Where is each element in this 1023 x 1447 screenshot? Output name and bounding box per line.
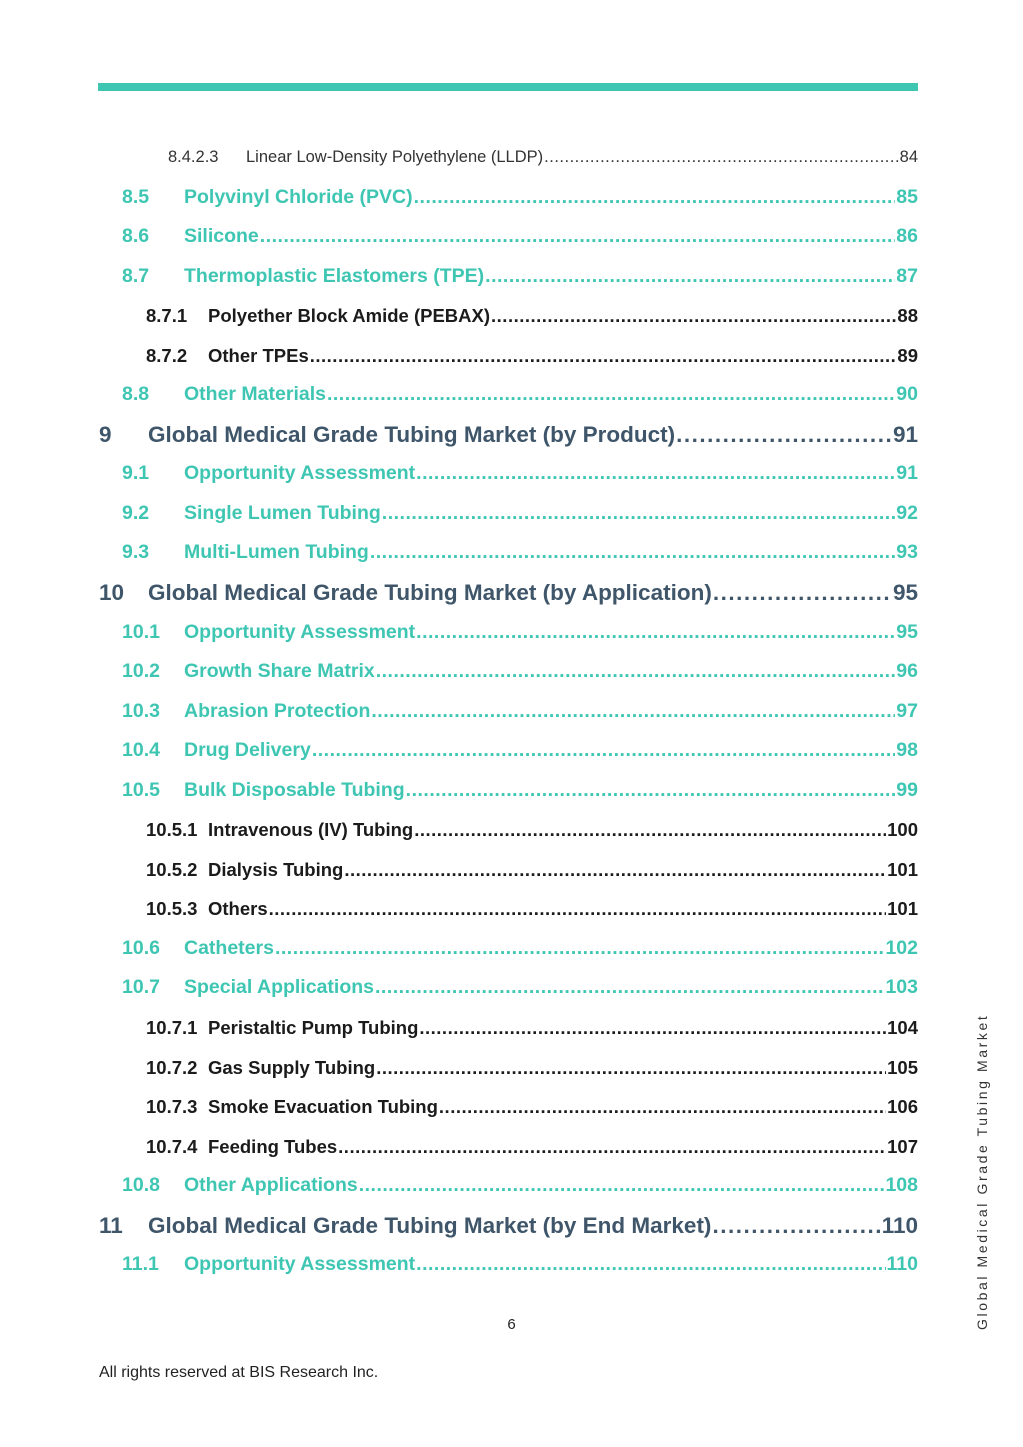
toc-entry-number: 10 xyxy=(99,580,125,606)
toc-entry-number: 11.1 xyxy=(122,1253,159,1276)
toc-entry-page[interactable]: 93 xyxy=(896,541,918,564)
toc-entry-number: 10.3 xyxy=(122,699,160,722)
toc-entry-title[interactable]: Single Lumen Tubing xyxy=(184,501,381,524)
toc-entry[interactable] xyxy=(98,1206,918,1246)
toc-entry-title[interactable]: Polyether Block Amide (PEBAX) xyxy=(208,305,491,327)
toc-entry-number: 10.5.3 xyxy=(146,898,198,920)
toc-entry-page[interactable]: 110 xyxy=(886,1253,918,1276)
toc-entry-page[interactable]: 92 xyxy=(896,501,918,524)
toc-dot-leader xyxy=(416,613,895,653)
toc-entry-number: 8.7.2 xyxy=(146,344,188,366)
toc-entry-page[interactable]: 107 xyxy=(887,1135,918,1157)
toc-entry-number: 8.4.2.3 xyxy=(168,148,219,166)
toc-entry-number: 10.5.2 xyxy=(146,858,198,880)
toc-entry[interactable] xyxy=(98,850,918,890)
toc-entry-number: 10.7.3 xyxy=(146,1096,198,1118)
toc-entry[interactable] xyxy=(98,454,918,494)
toc-entry[interactable] xyxy=(98,138,918,178)
toc-dot-leader xyxy=(371,692,895,732)
toc-entry-page[interactable]: 91 xyxy=(892,421,918,447)
toc-entry-title[interactable]: Catheters xyxy=(184,936,274,959)
toc-entry[interactable] xyxy=(98,336,918,376)
toc-entry-page[interactable]: 97 xyxy=(896,699,918,722)
toc-entry-title[interactable]: Other Materials xyxy=(184,383,326,406)
toc-entry-number: 10.7 xyxy=(122,976,160,999)
toc-entry-title[interactable]: Dialysis Tubing xyxy=(208,858,344,880)
toc-entry[interactable] xyxy=(98,573,918,613)
toc-entry-page[interactable]: 106 xyxy=(887,1096,918,1118)
toc-dot-leader xyxy=(491,296,896,336)
toc-entry-page[interactable]: 99 xyxy=(896,778,918,801)
toc-entry-number: 10.7.2 xyxy=(146,1056,198,1078)
toc-dot-leader xyxy=(713,573,892,613)
toc-entry-title[interactable]: Gas Supply Tubing xyxy=(208,1056,376,1078)
toc-entry-title[interactable]: Intravenous (IV) Tubing xyxy=(208,819,414,841)
toc-entry-title[interactable]: Smoke Evacuation Tubing xyxy=(208,1096,438,1118)
toc-dot-leader xyxy=(338,1127,886,1167)
toc-entry-number: 8.5 xyxy=(122,185,150,208)
page-number: 6 xyxy=(507,1316,516,1333)
toc-entry[interactable] xyxy=(98,810,918,850)
toc-entry-title[interactable]: Feeding Tubes xyxy=(208,1135,338,1157)
toc-entry-title[interactable]: Global Medical Grade Tubing Market (by Product) xyxy=(148,421,676,447)
toc-entry-title[interactable]: Growth Share Matrix xyxy=(184,660,375,683)
toc-entry-page[interactable]: 110 xyxy=(881,1212,918,1238)
toc-dot-leader xyxy=(375,968,884,1008)
toc-entry-title[interactable]: Opportunity Assessment xyxy=(184,620,416,643)
toc-entry-number: 9.3 xyxy=(122,541,150,564)
toc-dot-leader xyxy=(376,652,896,692)
toc-entry[interactable] xyxy=(98,731,918,771)
side-running-title: Global Medical Grade Tubing Market xyxy=(974,1013,990,1330)
toc-dot-leader xyxy=(544,138,898,178)
toc-entry-page[interactable]: 89 xyxy=(897,344,918,366)
toc-entry-page[interactable]: 91 xyxy=(896,462,918,485)
toc-entry-page[interactable]: 101 xyxy=(887,858,918,880)
toc-entry-title[interactable]: Linear Low-Density Polyethylene (LLDP) xyxy=(246,148,544,166)
toc-entry-number: 10.5 xyxy=(122,778,160,801)
toc-entry-page[interactable]: 90 xyxy=(896,383,918,406)
toc-entry-number: 11 xyxy=(99,1212,123,1238)
toc-dot-leader xyxy=(269,889,886,929)
toc-dot-leader xyxy=(439,1087,886,1127)
toc-entry-title[interactable]: Others xyxy=(208,898,268,920)
toc-dot-leader xyxy=(312,731,895,771)
toc-entry-title[interactable]: Other TPEs xyxy=(208,344,309,366)
toc-entry-page[interactable]: 98 xyxy=(896,739,918,762)
toc-entry-title[interactable]: Thermoplastic Elastomers (TPE) xyxy=(184,264,485,287)
toc-entry[interactable] xyxy=(98,652,918,692)
toc-dot-leader xyxy=(275,929,885,969)
toc-entry-page[interactable]: 86 xyxy=(896,225,918,248)
toc-entry-page[interactable]: 88 xyxy=(897,305,918,327)
toc-entry[interactable] xyxy=(98,1087,918,1127)
toc-entry-title[interactable]: Special Applications xyxy=(184,976,374,999)
toc-entry-page[interactable]: 95 xyxy=(892,580,918,606)
toc-entry-number: 10.8 xyxy=(122,1174,160,1197)
toc-entry[interactable] xyxy=(98,771,918,811)
toc-entry-number: 10.1 xyxy=(122,620,160,643)
toc-entry-title[interactable]: Multi-Lumen Tubing xyxy=(184,541,369,564)
toc-dot-leader xyxy=(485,257,895,297)
toc-entry-number: 8.7.1 xyxy=(146,305,188,327)
toc-entry[interactable] xyxy=(98,613,918,653)
toc-entry-page[interactable]: 87 xyxy=(896,264,918,287)
toc-dot-leader xyxy=(376,1048,886,1088)
toc-entry-number: 9.1 xyxy=(122,462,150,485)
toc-entry-page[interactable]: 85 xyxy=(896,185,918,208)
toc-dot-leader xyxy=(370,533,895,573)
toc-entry[interactable] xyxy=(98,968,918,1008)
toc-entry-number: 10.6 xyxy=(122,936,160,959)
toc-entry-page[interactable]: 103 xyxy=(885,976,918,999)
toc-entry[interactable] xyxy=(98,889,918,929)
toc-entry[interactable] xyxy=(98,415,918,455)
toc-dot-leader xyxy=(416,454,895,494)
toc-dot-leader xyxy=(359,1166,885,1206)
toc-entry-title[interactable]: Abrasion Protection xyxy=(184,699,371,722)
toc-dot-leader xyxy=(416,1245,885,1285)
toc-entry[interactable] xyxy=(98,494,918,534)
toc-entry[interactable] xyxy=(98,1048,918,1088)
toc-entry-page[interactable]: 105 xyxy=(887,1056,918,1078)
toc-entry[interactable] xyxy=(98,375,918,415)
toc-entry[interactable] xyxy=(98,1127,918,1167)
toc-entry-page[interactable]: 101 xyxy=(887,898,918,920)
toc-entry-number: 10.5.1 xyxy=(146,819,198,841)
toc-entry-number: 10.2 xyxy=(122,660,160,683)
toc-entry-page[interactable]: 102 xyxy=(885,936,918,959)
toc-entry-page[interactable]: 108 xyxy=(885,1174,918,1197)
toc-entry-title[interactable]: Peristaltic Pump Tubing xyxy=(208,1017,419,1039)
toc-entry[interactable] xyxy=(98,533,918,573)
toc-entry-title[interactable]: Opportunity Assessment xyxy=(184,462,416,485)
toc-entry-page[interactable]: 84 xyxy=(899,148,918,166)
footer-copyright: All rights reserved at BIS Research Inc. xyxy=(99,1364,379,1381)
toc-entry-title[interactable]: Global Medical Grade Tubing Market (by Application) xyxy=(148,580,712,606)
toc-entry[interactable] xyxy=(98,692,918,732)
toc-entry-number: 10.7.4 xyxy=(146,1135,198,1157)
toc-entry-number: 8.7 xyxy=(122,264,150,287)
toc-dot-leader xyxy=(344,850,886,890)
toc-entry-title[interactable]: Drug Delivery xyxy=(184,739,311,762)
toc-entry[interactable] xyxy=(98,178,918,218)
toc-entry-number: 9.2 xyxy=(122,501,150,524)
toc-entry-title[interactable]: Opportunity Assessment xyxy=(184,1253,416,1276)
toc-dot-leader xyxy=(414,178,896,218)
toc-entry-number: 10.4 xyxy=(122,739,160,762)
toc-dot-leader xyxy=(419,1008,886,1048)
toc-dot-leader xyxy=(382,494,896,534)
toc-entry[interactable] xyxy=(98,217,918,257)
toc-entry-number: 9 xyxy=(99,421,112,447)
toc-entry[interactable] xyxy=(98,257,918,297)
toc-dot-leader xyxy=(260,217,896,257)
toc-entry[interactable] xyxy=(98,929,918,969)
toc-entry-number: 8.6 xyxy=(122,225,150,248)
toc-dot-leader xyxy=(406,771,896,811)
toc-entry-page[interactable]: 96 xyxy=(896,660,918,683)
toc-entry-title[interactable]: Global Medical Grade Tubing Market (by End Market) xyxy=(148,1212,712,1238)
header-accent-bar xyxy=(98,83,918,91)
toc-entry-title[interactable]: Bulk Disposable Tubing xyxy=(184,778,405,801)
toc-entry-number: 10.7.1 xyxy=(146,1017,198,1039)
toc-dot-leader xyxy=(310,336,897,376)
toc-entry-title[interactable]: Other Applications xyxy=(184,1174,358,1197)
toc-entry-number: 8.8 xyxy=(122,383,150,406)
toc-entry-title[interactable]: Silicone xyxy=(184,225,259,248)
table-of-contents xyxy=(98,138,918,1285)
toc-dot-leader xyxy=(327,375,895,415)
toc-entry-page[interactable]: 104 xyxy=(887,1017,918,1039)
toc-entry[interactable] xyxy=(98,1166,918,1206)
toc-entry[interactable] xyxy=(98,1008,918,1048)
toc-entry[interactable] xyxy=(98,296,918,336)
toc-dot-leader xyxy=(414,810,886,850)
toc-entry-title[interactable]: Polyvinyl Chloride (PVC) xyxy=(184,185,413,208)
toc-entry-page[interactable]: 95 xyxy=(896,620,918,643)
toc-entry[interactable] xyxy=(98,1245,918,1285)
toc-entry-page[interactable]: 100 xyxy=(887,819,918,841)
toc-dot-leader xyxy=(712,1206,880,1246)
toc-dot-leader xyxy=(676,415,892,455)
